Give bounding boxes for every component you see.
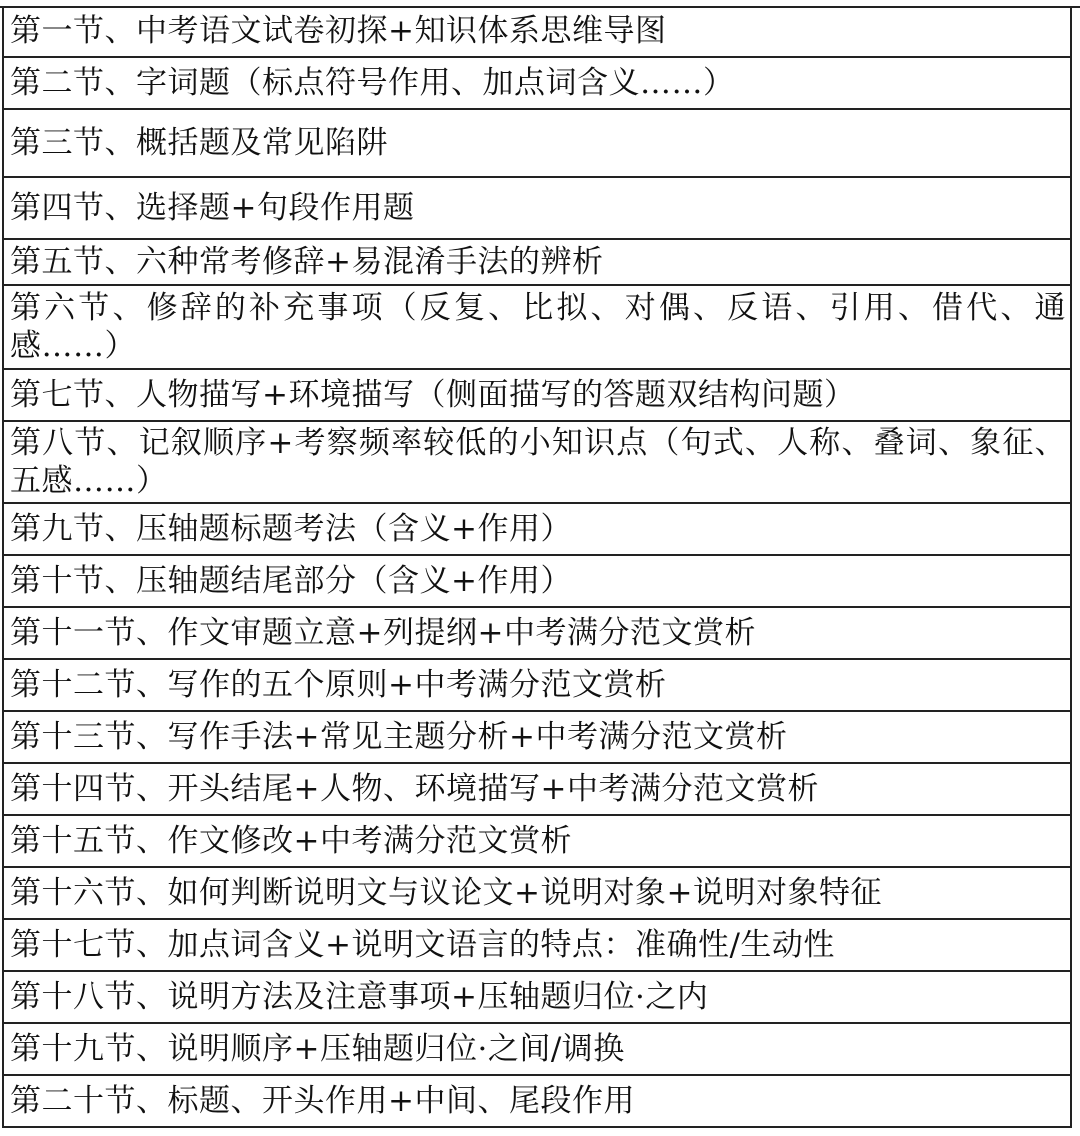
table-row	[4, 176, 1070, 238]
table-row	[4, 502, 1070, 554]
row-text: 第十一节、作文审题立意+列提纲+中考满分范文赏析	[10, 615, 756, 651]
table-row	[4, 866, 1070, 918]
table-row	[4, 918, 1070, 970]
row-text: 第七节、人物描写+环境描写（侧面描写的答题双结构问题）	[10, 377, 856, 413]
row-text: 第八节、记叙顺序+考察频率较低的小知识点（句式、人称、叠词、象征、五感……）	[10, 425, 1066, 499]
syllabus-table	[2, 6, 1072, 1128]
table-row	[4, 814, 1070, 866]
row-text: 第三节、概括题及常见陷阱	[10, 125, 388, 161]
table-row	[4, 6, 1070, 56]
table-row	[4, 554, 1070, 606]
row-text: 第十九节、说明顺序+压轴题归位·之间/调换	[10, 1031, 625, 1067]
table-row	[4, 658, 1070, 710]
row-text: 第六节、修辞的补充事项（反复、比拟、对偶、反语、引用、借代、通感……）	[10, 290, 1066, 364]
row-text: 第九节、压轴题标题考法（含义+作用）	[10, 511, 572, 547]
table-row	[4, 56, 1070, 108]
row-text: 第十八节、说明方法及注意事项+压轴题归位·之内	[10, 979, 709, 1015]
table-row	[4, 108, 1070, 176]
table-row	[4, 368, 1070, 420]
row-text: 第十六节、如何判断说明文与议论文+说明对象+说明对象特征	[10, 875, 882, 911]
row-text: 第二十节、标题、开头作用+中间、尾段作用	[10, 1083, 635, 1119]
table-row	[4, 420, 1070, 502]
row-text: 第十四节、开头结尾+人物、环境描写+中考满分范文赏析	[10, 771, 819, 807]
row-text: 第十五节、作文修改+中考满分范文赏析	[10, 823, 572, 859]
table-row	[4, 710, 1070, 762]
row-text: 第十七节、加点词含义+说明文语言的特点：准确性/生动性	[10, 927, 835, 963]
table-row	[4, 1074, 1070, 1126]
table-row	[4, 762, 1070, 814]
row-text: 第十节、压轴题结尾部分（含义+作用）	[10, 563, 572, 599]
row-text: 第二节、字词题（标点符号作用、加点词含义……）	[10, 65, 735, 101]
row-text: 第四节、选择题+句段作用题	[10, 190, 415, 226]
table-row	[4, 1022, 1070, 1074]
table-row	[4, 284, 1070, 368]
row-text: 第一节、中考语文试卷初探+知识体系思维导图	[10, 13, 667, 49]
table-row	[4, 238, 1070, 284]
row-text: 第十三节、写作手法+常见主题分析+中考满分范文赏析	[10, 719, 788, 755]
row-text: 第五节、六种常考修辞+易混淆手法的辨析	[10, 244, 604, 280]
row-text: 第十二节、写作的五个原则+中考满分范文赏析	[10, 667, 667, 703]
table-row	[4, 970, 1070, 1022]
table-row	[4, 606, 1070, 658]
